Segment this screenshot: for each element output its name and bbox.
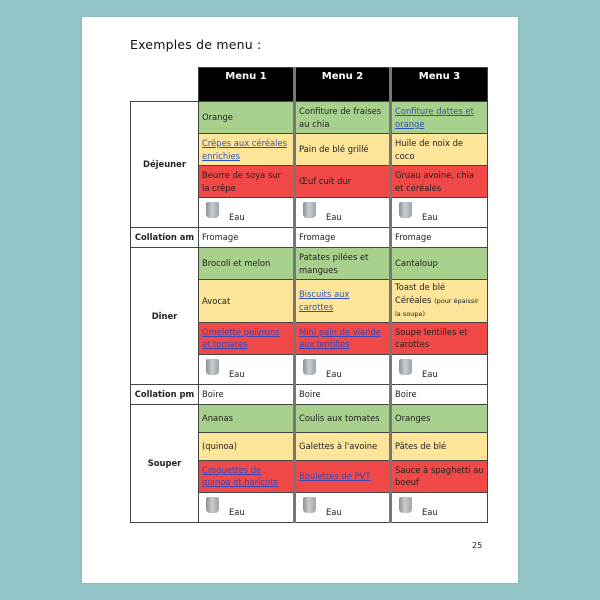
table-cell [199,492,295,522]
section-label-souper: Souper [131,404,199,522]
recipe-link[interactable]: Mini pain de viande aux lentilles [299,326,381,349]
recipe-link[interactable]: Croquettes de quinoa et haricots [202,464,278,487]
table-cell: Patates pilées et mangues [295,248,391,280]
table-cell [391,198,488,228]
section-label-collation-am: Collation am [131,228,199,248]
table-cell: Oranges [391,404,488,432]
table-cell: Coulis aux tomates [295,404,391,432]
table-cell [295,354,391,384]
header-menu-2: Menu 2 [295,68,391,102]
water-glass-icon [399,202,412,218]
water-label: Eau [422,368,438,379]
water-label: Eau [229,212,245,222]
table-cell [391,354,488,384]
table-row [131,404,488,432]
table-cell [295,460,391,492]
table-cell: Galettes à l'avoine [295,432,391,460]
section-label-dejeuner: Déjeuner [131,102,199,228]
table-cell [199,134,295,166]
table-cell: Boire [391,384,488,404]
cell-note: (pour épaissir la soupe) [395,296,479,318]
water-glass-icon [206,497,219,513]
table-cell: Œuf cuit dur [295,166,391,198]
table-cell: Pain de blé grillé [295,134,391,166]
table-cell: Confiture de fraises au chia [295,102,391,134]
water-label: Eau [229,368,245,379]
table-cell [199,354,295,384]
table-cell: Boire [199,384,295,404]
table-cell [295,280,391,323]
recipe-link[interactable]: Crêpes aux céréales enrichies [202,138,287,161]
table-cell [199,198,295,228]
table-cell: Avocat [199,280,295,323]
water-label: Eau [229,506,245,517]
table-cell [295,492,391,522]
table-cell: Cantaloup [391,248,488,280]
header-menu-1: Menu 1 [199,68,295,102]
water-label: Eau [422,506,438,517]
recipe-link[interactable]: Omelette poivrons et tomates [202,326,280,349]
section-label-collation-pm: Collation pm [131,384,199,404]
recipe-link[interactable]: Boulettes de PVT [299,470,371,481]
table-cell [391,280,488,323]
table-cell [391,102,488,134]
recipe-link[interactable]: Confiture dattes et orange [395,106,474,129]
water-glass-icon [206,359,219,375]
table-cell [199,322,295,354]
table-cell: Brocoli et melon [199,248,295,280]
water-label: Eau [326,212,342,222]
water-glass-icon [399,497,412,513]
menu-table [130,67,488,523]
table-row [131,384,488,404]
table-cell: Orange [199,102,295,134]
water-glass-icon [206,202,219,218]
table-cell: Beurre de soya sur la crêpe [199,166,295,198]
table-cell: (quinoa) [199,432,295,460]
water-label: Eau [422,212,438,222]
table-cell [295,322,391,354]
table-cell [391,492,488,522]
table-cell [295,198,391,228]
table-row [131,248,488,280]
water-glass-icon [303,202,316,218]
table-cell: Boire [295,384,391,404]
section-label-diner: Dîner [131,248,199,385]
corner-cell [131,68,199,102]
table-cell: Soupe lentilles et carottes [391,322,488,354]
table-cell: Fromage [199,228,295,248]
table-row [131,228,488,248]
water-glass-icon [303,497,316,513]
recipe-link[interactable]: Biscuits aux carottes [299,289,350,312]
table-cell: Pâtes de blé [391,432,488,460]
cell-text: Toast de blé Céréales [395,282,446,305]
water-glass-icon [399,359,412,375]
water-label: Eau [326,368,342,379]
table-row [131,102,488,134]
table-cell: Sauce à spaghetti au boeuf [391,460,488,492]
document-page [82,17,518,583]
table-cell: Fromage [295,228,391,248]
table-cell: Fromage [391,228,488,248]
water-glass-icon [303,359,316,375]
table-cell: Ananas [199,404,295,432]
page-title: Exemples de menu : [130,37,262,52]
header-row [131,68,488,102]
page-number: 25 [472,541,483,550]
water-label: Eau [326,506,342,517]
table-cell [199,460,295,492]
table-cell: Gruau avoine, chia et céréales [391,166,488,198]
header-menu-3: Menu 3 [391,68,488,102]
table-cell: Huile de noix de coco [391,134,488,166]
